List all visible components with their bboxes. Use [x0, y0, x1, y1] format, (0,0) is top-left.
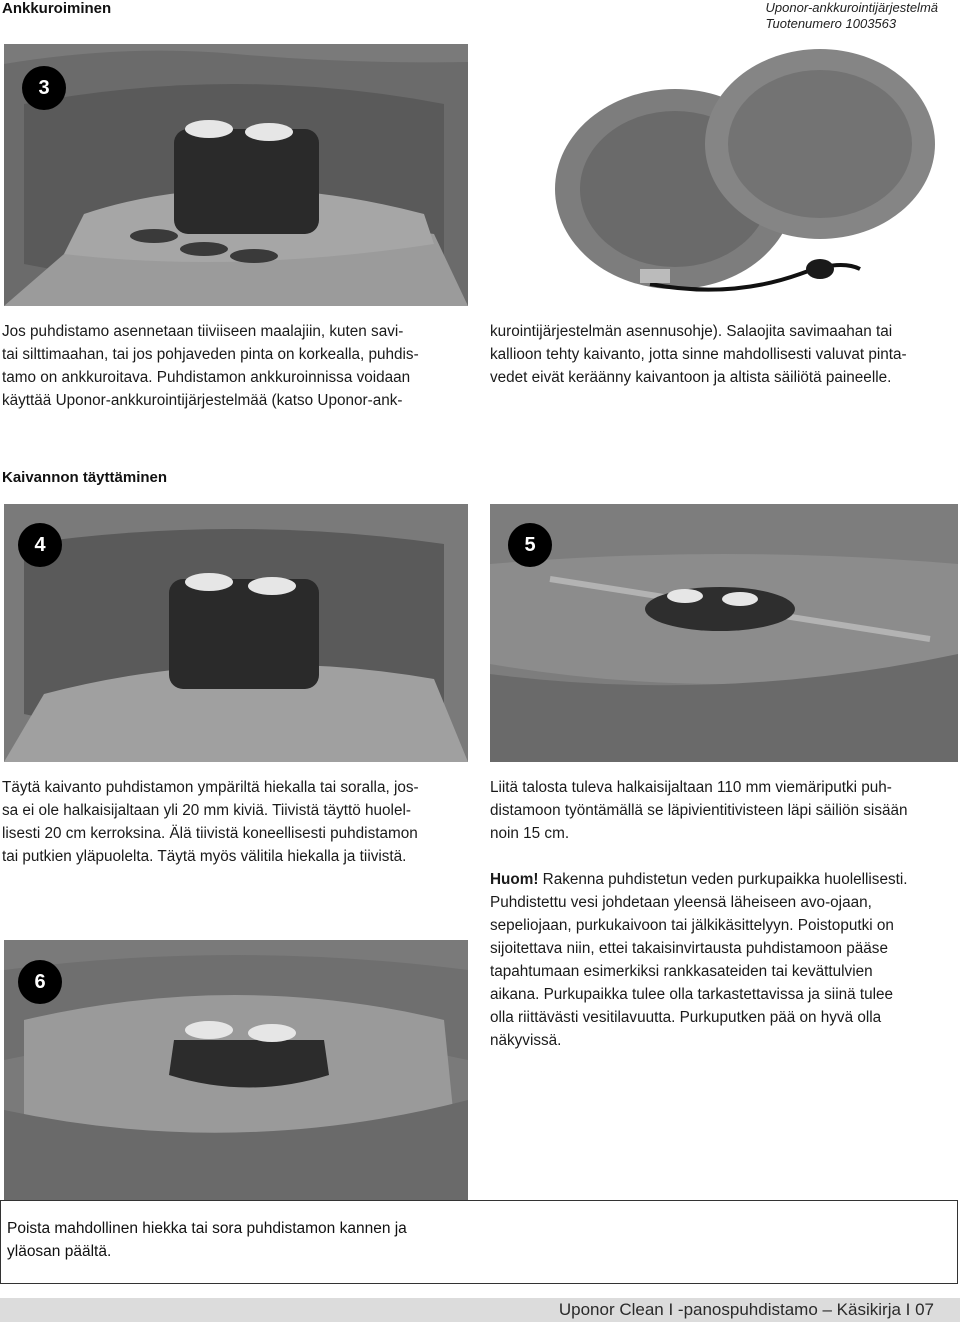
illustration-step6	[4, 940, 468, 1200]
illustration-step3	[4, 44, 468, 306]
intro-left-column: Jos puhdistamo asennetaan tiiviiseen maalajiin, kuten savi- tai silttimaahan, tai jos pohjaveden pinta on korkealla, puhdis- tamo on ankkuroitava. Puhdistamon ankkuroinnissa voidaan käyttää Uponor-ankkurointijärjestelmää (katso Uponor-ank-	[2, 323, 419, 409]
page-footer	[0, 1298, 960, 1322]
product-info	[766, 0, 938, 32]
step-4-badge: 4	[18, 523, 62, 567]
intro-right-column: kurointijärjestelmän asennusohje). Salaojita savimaahan tai kallioon tehty kaivanto, jotta sinne mahdollisesti valuvat pinta- vedet eivät keräänny kaivantoon ja altista säiliötä paineelle.	[490, 323, 907, 386]
note-label: Huom!	[490, 871, 539, 888]
product-name: Uponor-ankkurointijärjestelmä	[765, 0, 938, 15]
section-title: Ankkuroiminen	[2, 0, 112, 17]
step-5-badge: 5	[508, 523, 552, 567]
illustration-step5	[490, 504, 958, 762]
anchoring-kit-photo	[500, 44, 958, 306]
step4-text: Täytä kaivanto puhdistamon ympäriltä hiekalla tai soralla, jos- sa ei ole halkaisijaltaan yli 20 mm kiviä. Tiivistä täyttö huolel- lisesti 20 cm kerroksina. Älä tiivistä koneellisesti puhdistamon tai putkien yläpuolelta. Täytä myös välitila hiekalla ja tiivistä.	[2, 779, 419, 865]
step-6-badge: 6	[18, 960, 62, 1004]
step-3-badge: 3	[22, 66, 66, 110]
note-text: Rakenna puhdistetun veden purkupaikka huolellisesti. Puhdistettu vesi johdetaan yleensä läheiseen avo-ojaan, sepeliojaan, purkukaivoon tai jälkikäsittelyyn. Poistoputki on sijoitettava niin, ettei takaisinvirtausta puhdistamoon pääse tapahtumaan esimerkiksi rankkasateiden tai kevättulvien aikana. Purkupaikka tulee olla tarkastettavissa ja siinä tulee olla riittävästi vesitilavuutta. Purkuputken pää on hyvä olla näkyvissä.	[490, 871, 908, 1049]
note-paragraph	[490, 868, 958, 1052]
fill-section-heading: Kaivannon täyttäminen	[2, 469, 168, 486]
illustration-step4	[4, 504, 468, 762]
footer-text: Uponor Clean I -panospuhdistamo – Käsikirja I 07	[558, 1300, 934, 1319]
step6-caption: Poista mahdollinen hiekka tai sora puhdistamon kannen ja yläosan päältä.	[0, 1200, 958, 1284]
step5-text: Liitä talosta tuleva halkaisijaltaan 110 mm viemäriputki puh- distamoon työntämällä se läpivientitivisteen läpi säiliön sisään noin 15 cm.	[490, 779, 908, 842]
product-number: Tuotenumero 1003563	[765, 16, 897, 31]
